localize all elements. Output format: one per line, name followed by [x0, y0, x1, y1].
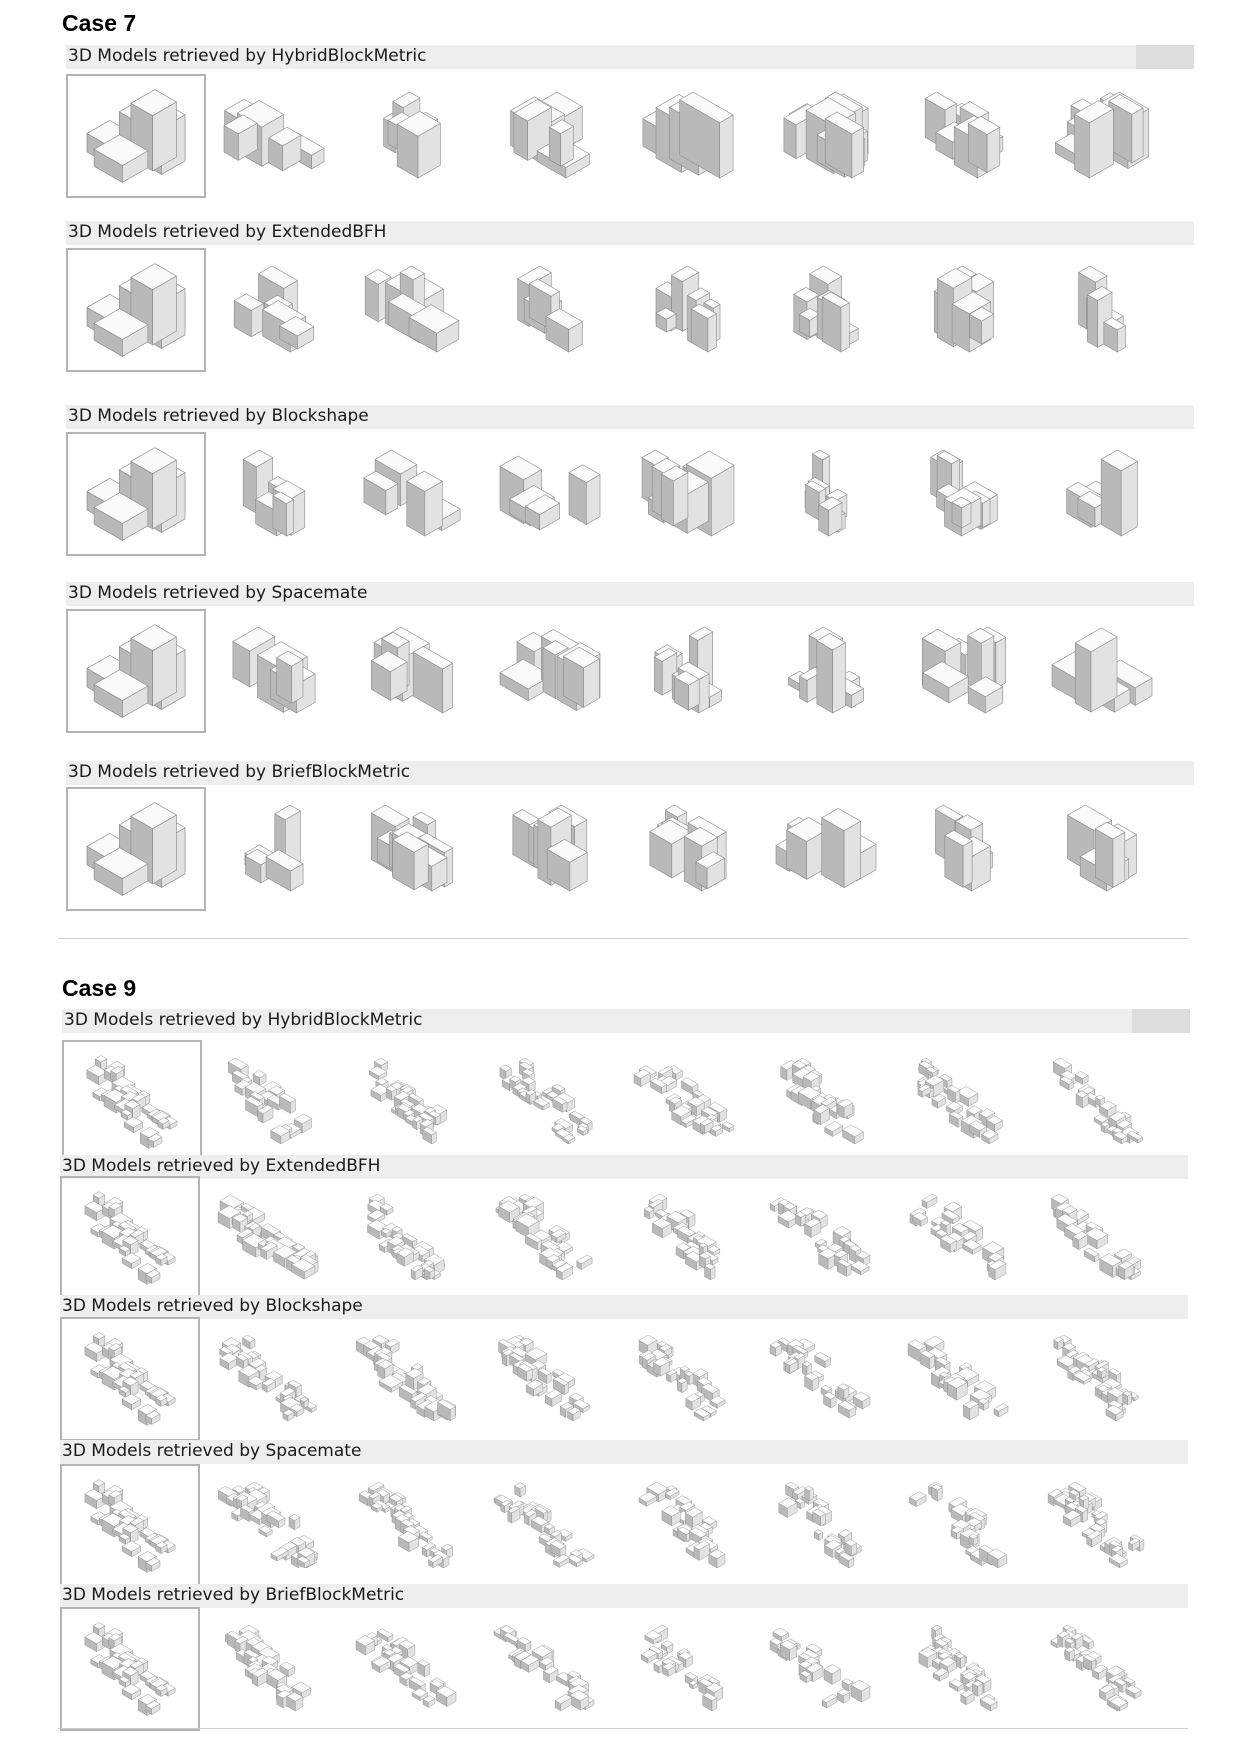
block-model-image [349, 615, 475, 725]
retrieved-model-thumbnail [895, 1613, 1021, 1723]
block-model-image [1039, 793, 1165, 903]
row-label: 3D Models retrieved by ExtendedBFH [62, 1156, 381, 1176]
case-title: Case 9 [62, 975, 137, 1001]
row-header [60, 1155, 1188, 1179]
block-model-image [901, 80, 1027, 190]
retrieved-model-thumbnail [757, 1182, 883, 1292]
block-model-image [895, 1613, 1021, 1723]
retrieved-model-thumbnail [1039, 438, 1165, 548]
retrieved-model-thumbnail [487, 438, 613, 548]
retrieved-model-thumbnail [343, 1323, 469, 1433]
row-label: 3D Models retrieved by BriefBlockMetric [62, 1585, 405, 1605]
block-model-image [901, 793, 1027, 903]
block-model-image [763, 438, 889, 548]
retrieved-model-thumbnail [211, 615, 337, 725]
retrieved-model-thumbnail [763, 438, 889, 548]
block-model-image [481, 1323, 607, 1433]
block-model-image [757, 1470, 883, 1580]
block-model-image [211, 254, 337, 364]
row-label: 3D Models retrieved by ExtendedBFH [68, 222, 387, 242]
retrieved-model-thumbnail [759, 1046, 885, 1156]
row-label: 3D Models retrieved by HybridBlockMetric [68, 46, 427, 66]
retrieved-model-thumbnail [349, 793, 475, 903]
retrieved-model-thumbnail [897, 1046, 1023, 1156]
retrieved-model-thumbnail [345, 1046, 471, 1156]
retrieved-model-thumbnail [487, 793, 613, 903]
block-model-image [205, 1613, 331, 1723]
retrieved-model-thumbnail [901, 438, 1027, 548]
block-model-image [1033, 1323, 1159, 1433]
retrieved-model-thumbnail [757, 1323, 883, 1433]
block-model-image [349, 438, 475, 548]
block-model-image [625, 438, 751, 548]
query-model-thumbnail [66, 74, 206, 198]
retrieved-model-thumbnail [1035, 1046, 1161, 1156]
block-model-image [1033, 1613, 1159, 1723]
retrieved-model-thumbnail [625, 438, 751, 548]
query-model-thumbnail [60, 1464, 200, 1588]
block-model-image [68, 76, 204, 196]
retrieved-model-thumbnail [901, 793, 1027, 903]
row-header [66, 405, 1194, 429]
retrieved-model-thumbnail [487, 615, 613, 725]
retrieved-model-thumbnail [211, 438, 337, 548]
block-model-image [759, 1046, 885, 1156]
row-label: 3D Models retrieved by Spacemate [68, 583, 368, 603]
block-model-image [211, 80, 337, 190]
retrieved-model-thumbnail [625, 80, 751, 190]
retrieved-model-thumbnail [1033, 1613, 1159, 1723]
retrieved-model-thumbnail [343, 1182, 469, 1292]
block-model-image [619, 1613, 745, 1723]
query-model-thumbnail [66, 248, 206, 372]
retrieved-model-thumbnail [349, 80, 475, 190]
block-model-image [68, 434, 204, 554]
block-model-image [68, 250, 204, 370]
block-model-image [901, 254, 1027, 364]
block-model-image [625, 254, 751, 364]
retrieved-model-thumbnail [211, 254, 337, 364]
block-model-image [625, 80, 751, 190]
block-model-image [207, 1046, 333, 1156]
block-model-image [1033, 1182, 1159, 1292]
block-model-image [68, 611, 204, 731]
row-label: 3D Models retrieved by HybridBlockMetric [64, 1010, 423, 1030]
row-header [60, 1584, 1188, 1608]
block-model-image [62, 1609, 198, 1729]
retrieved-model-thumbnail [1039, 80, 1165, 190]
block-model-image [343, 1182, 469, 1292]
retrieved-model-thumbnail [625, 254, 751, 364]
block-model-image [625, 615, 751, 725]
block-model-image [349, 80, 475, 190]
query-model-thumbnail [66, 432, 206, 556]
block-model-image [64, 1042, 200, 1162]
block-model-image [1039, 438, 1165, 548]
query-model-thumbnail [60, 1317, 200, 1441]
block-model-image [483, 1046, 609, 1156]
block-model-image [211, 793, 337, 903]
block-model-image [205, 1182, 331, 1292]
retrieved-model-thumbnail [901, 615, 1027, 725]
retrieved-model-thumbnail [757, 1470, 883, 1580]
block-model-image [757, 1613, 883, 1723]
block-model-image [487, 438, 613, 548]
row-header [60, 1440, 1188, 1464]
query-model-thumbnail [66, 787, 206, 911]
retrieved-model-thumbnail [757, 1613, 883, 1723]
block-model-image [1039, 80, 1165, 190]
case-title: Case 7 [62, 10, 137, 36]
block-model-image [763, 615, 889, 725]
block-model-image [205, 1323, 331, 1433]
block-model-image [487, 793, 613, 903]
retrieved-model-thumbnail [1039, 254, 1165, 364]
block-model-image [757, 1182, 883, 1292]
retrieved-model-thumbnail [343, 1470, 469, 1580]
block-model-image [1035, 1046, 1161, 1156]
retrieved-model-thumbnail [901, 80, 1027, 190]
block-model-image [763, 254, 889, 364]
retrieved-model-thumbnail [343, 1613, 469, 1723]
row-header [60, 1295, 1188, 1319]
block-model-image [211, 438, 337, 548]
block-model-image [1039, 254, 1165, 364]
retrieved-model-thumbnail [205, 1613, 331, 1723]
block-model-image [481, 1470, 607, 1580]
retrieved-model-thumbnail [619, 1323, 745, 1433]
section-divider [58, 1728, 1188, 1729]
block-model-image [757, 1323, 883, 1433]
block-model-image [763, 80, 889, 190]
retrieved-model-thumbnail [901, 254, 1027, 364]
block-model-image [343, 1470, 469, 1580]
retrieved-model-thumbnail [481, 1470, 607, 1580]
retrieved-model-thumbnail [1033, 1182, 1159, 1292]
block-model-image [901, 438, 1027, 548]
block-model-image [619, 1182, 745, 1292]
row-header [66, 761, 1194, 785]
block-model-image [763, 793, 889, 903]
row-header [62, 1009, 1190, 1033]
retrieved-model-thumbnail [487, 254, 613, 364]
retrieved-model-thumbnail [205, 1470, 331, 1580]
retrieved-model-thumbnail [621, 1046, 747, 1156]
retrieved-model-thumbnail [1033, 1323, 1159, 1433]
row-label: 3D Models retrieved by BriefBlockMetric [68, 762, 411, 782]
query-model-thumbnail [62, 1040, 202, 1164]
retrieved-model-thumbnail [349, 438, 475, 548]
retrieved-model-thumbnail [895, 1323, 1021, 1433]
retrieved-model-thumbnail [1039, 615, 1165, 725]
block-model-image [345, 1046, 471, 1156]
retrieved-model-thumbnail [625, 793, 751, 903]
row-label: 3D Models retrieved by Blockshape [68, 406, 369, 426]
retrieved-model-thumbnail [205, 1182, 331, 1292]
retrieved-model-thumbnail [487, 80, 613, 190]
block-model-image [349, 793, 475, 903]
retrieved-model-thumbnail [481, 1323, 607, 1433]
block-model-image [895, 1182, 1021, 1292]
retrieved-model-thumbnail [349, 254, 475, 364]
row-header [66, 582, 1194, 606]
block-model-image [68, 789, 204, 909]
retrieved-model-thumbnail [1033, 1470, 1159, 1580]
row-header [66, 45, 1194, 69]
retrieved-model-thumbnail [205, 1323, 331, 1433]
block-model-image [619, 1470, 745, 1580]
retrieved-model-thumbnail [211, 793, 337, 903]
block-model-image [487, 615, 613, 725]
block-model-image [62, 1466, 198, 1586]
query-model-thumbnail [66, 609, 206, 733]
retrieved-model-thumbnail [481, 1182, 607, 1292]
block-model-image [211, 615, 337, 725]
retrieved-model-thumbnail [483, 1046, 609, 1156]
retrieved-model-thumbnail [619, 1613, 745, 1723]
retrieved-model-thumbnail [619, 1182, 745, 1292]
block-model-image [343, 1323, 469, 1433]
block-model-image [1033, 1470, 1159, 1580]
block-model-image [62, 1319, 198, 1439]
retrieved-model-thumbnail [1039, 793, 1165, 903]
retrieved-model-thumbnail [763, 254, 889, 364]
retrieved-model-thumbnail [763, 793, 889, 903]
block-model-image [1039, 615, 1165, 725]
retrieved-model-thumbnail [619, 1470, 745, 1580]
row-label: 3D Models retrieved by Blockshape [62, 1296, 363, 1316]
block-model-image [487, 80, 613, 190]
block-model-image [897, 1046, 1023, 1156]
block-model-image [895, 1323, 1021, 1433]
block-model-image [481, 1182, 607, 1292]
retrieved-model-thumbnail [207, 1046, 333, 1156]
retrieved-model-thumbnail [763, 80, 889, 190]
block-model-image [343, 1613, 469, 1723]
block-model-image [619, 1323, 745, 1433]
query-model-thumbnail [60, 1607, 200, 1731]
block-model-image [625, 793, 751, 903]
retrieved-model-thumbnail [211, 80, 337, 190]
row-header [66, 221, 1194, 245]
block-model-image [895, 1470, 1021, 1580]
block-model-image [621, 1046, 747, 1156]
retrieved-model-thumbnail [895, 1470, 1021, 1580]
retrieved-model-thumbnail [349, 615, 475, 725]
block-model-image [62, 1178, 198, 1298]
retrieved-model-thumbnail [763, 615, 889, 725]
query-model-thumbnail [60, 1176, 200, 1300]
block-model-image [487, 254, 613, 364]
block-model-image [901, 615, 1027, 725]
row-label: 3D Models retrieved by Spacemate [62, 1441, 362, 1461]
section-divider [58, 938, 1188, 939]
block-model-image [205, 1470, 331, 1580]
block-model-image [349, 254, 475, 364]
retrieved-model-thumbnail [481, 1613, 607, 1723]
retrieved-model-thumbnail [895, 1182, 1021, 1292]
block-model-image [481, 1613, 607, 1723]
retrieved-model-thumbnail [625, 615, 751, 725]
